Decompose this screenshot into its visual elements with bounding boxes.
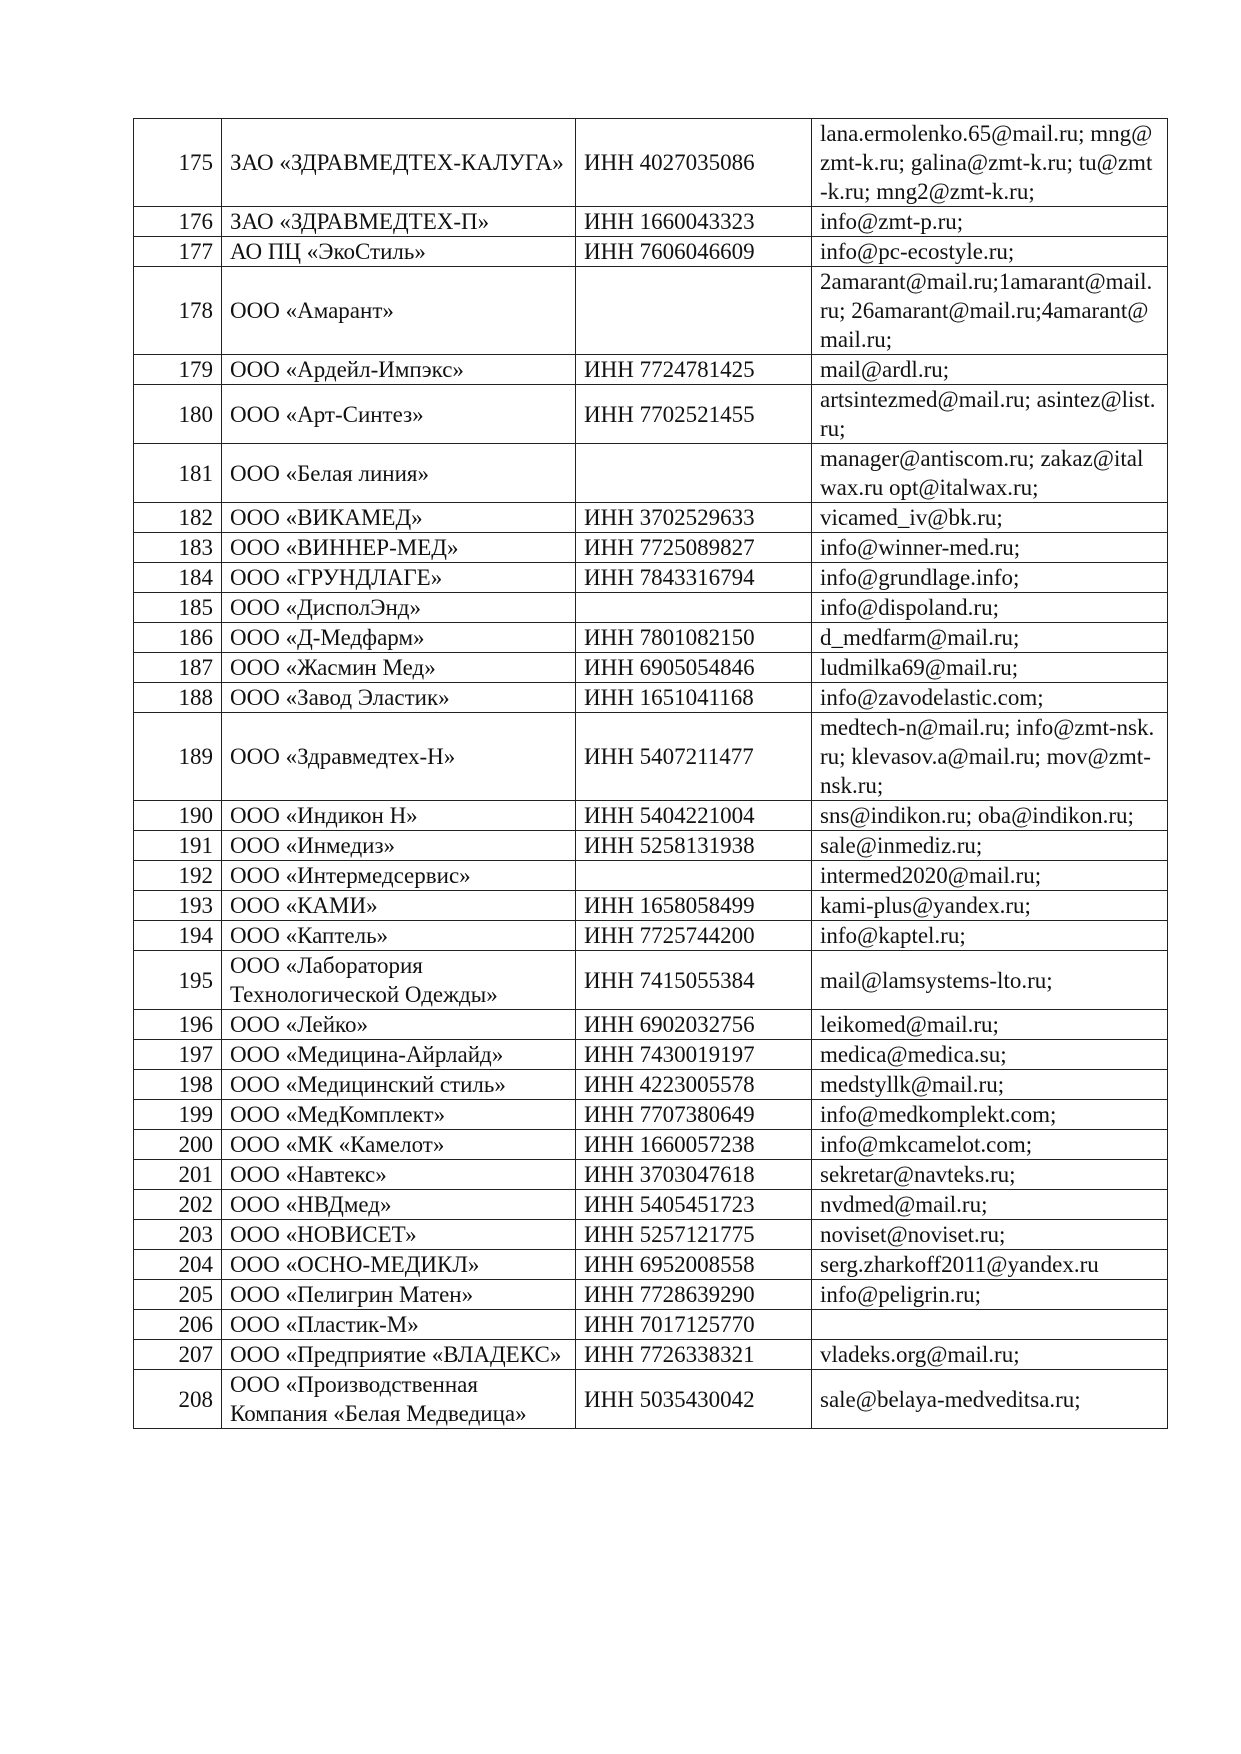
table-row [134,1370,1168,1429]
inn-value [576,444,812,503]
company-name: АО ПЦ «ЭкоСтиль» [222,237,576,267]
row-number: 194 [134,921,222,951]
table-row [134,237,1168,267]
inn-value [576,861,812,891]
row-number: 205 [134,1280,222,1310]
company-name: ООО «Пластик-М» [222,1310,576,1340]
table-row [134,1250,1168,1280]
row-number: 182 [134,503,222,533]
company-name: ООО «ВИННЕР-МЕД» [222,533,576,563]
email-list: vicamed_iv@bk.ru; [812,503,1168,533]
email-list: info@kaptel.ru; [812,921,1168,951]
row-number: 177 [134,237,222,267]
email-list: medica@medica.su; [812,1040,1168,1070]
table-row [134,503,1168,533]
email-list: info@dispoland.ru; [812,593,1168,623]
email-list: info@peligrin.ru; [812,1280,1168,1310]
inn-value: ИНН 7430019197 [576,1040,812,1070]
company-name: ООО «Предприятие «ВЛАДЕКС» [222,1340,576,1370]
company-name: ООО «КАМИ» [222,891,576,921]
row-number: 175 [134,119,222,207]
email-list: sekretar@navteks.ru; [812,1160,1168,1190]
table-row [134,653,1168,683]
inn-value: ИНН 1660043323 [576,207,812,237]
row-number: 201 [134,1160,222,1190]
company-name: ООО «Медицина-Айрлайд» [222,1040,576,1070]
row-number: 200 [134,1130,222,1160]
row-number: 188 [134,683,222,713]
inn-value: ИНН 4223005578 [576,1070,812,1100]
table-row [134,593,1168,623]
company-name: ООО «НВДмед» [222,1190,576,1220]
company-name: ООО «МедКомплект» [222,1100,576,1130]
email-list: vladeks.org@mail.ru; [812,1340,1168,1370]
table-row [134,1160,1168,1190]
email-list: ludmilka69@mail.ru; [812,653,1168,683]
email-list: sns@indikon.ru; oba@indikon.ru; [812,801,1168,831]
table-row [134,267,1168,355]
email-list: noviset@noviset.ru; [812,1220,1168,1250]
inn-value: ИНН 7726338321 [576,1340,812,1370]
table-row [134,1040,1168,1070]
table-row [134,207,1168,237]
inn-value: ИНН 5404221004 [576,801,812,831]
inn-value: ИНН 5257121775 [576,1220,812,1250]
inn-value: ИНН 1658058499 [576,891,812,921]
company-name: ООО «Интермедсервис» [222,861,576,891]
inn-value: ИНН 6905054846 [576,653,812,683]
row-number: 202 [134,1190,222,1220]
row-number: 178 [134,267,222,355]
inn-value: ИНН 7725089827 [576,533,812,563]
row-number: 199 [134,1100,222,1130]
supplier-table-body [134,119,1168,1429]
row-number: 185 [134,593,222,623]
table-row [134,921,1168,951]
company-name: ООО «Производственная Компания «Белая Медведица» [222,1370,576,1429]
table-row [134,683,1168,713]
email-list: serg.zharkoff2011@yandex.ru [812,1250,1168,1280]
company-name: ООО «Каптель» [222,921,576,951]
inn-value: ИНН 4027035086 [576,119,812,207]
row-number: 186 [134,623,222,653]
inn-value: ИНН 6902032756 [576,1010,812,1040]
table-row [134,1130,1168,1160]
company-name: ООО «Индикон Н» [222,801,576,831]
email-list: mail@lamsystems-lto.ru; [812,951,1168,1010]
inn-value: ИНН 5258131938 [576,831,812,861]
company-name: ООО «ГРУНДЛАГЕ» [222,563,576,593]
company-name: ООО «Здравмедтех-Н» [222,713,576,801]
row-number: 208 [134,1370,222,1429]
inn-value: ИНН 5035430042 [576,1370,812,1429]
email-list: lana.ermolenko.65@mail.ru; mng@zmt-k.ru; galina@zmt-k.ru; tu@zmt-k.ru; mng2@zmt-k.ru; [812,119,1168,207]
table-row [134,1100,1168,1130]
row-number: 198 [134,1070,222,1100]
table-row [134,1070,1168,1100]
row-number: 203 [134,1220,222,1250]
table-row [134,831,1168,861]
inn-value: ИНН 7017125770 [576,1310,812,1340]
email-list: manager@antiscom.ru; zakaz@italwax.ru opt@italwax.ru; [812,444,1168,503]
table-row [134,1310,1168,1340]
row-number: 207 [134,1340,222,1370]
inn-value [576,593,812,623]
email-list: info@zavodelastic.com; [812,683,1168,713]
table-row [134,623,1168,653]
email-list: nvdmed@mail.ru; [812,1190,1168,1220]
company-name: ООО «Медицинский стиль» [222,1070,576,1100]
inn-value: ИНН 1651041168 [576,683,812,713]
table-row [134,533,1168,563]
inn-value: ИНН 6952008558 [576,1250,812,1280]
company-name: ООО «Пелигрин Матен» [222,1280,576,1310]
company-name: ООО «НОВИСЕТ» [222,1220,576,1250]
inn-value: ИНН 7728639290 [576,1280,812,1310]
email-list: mail@ardl.ru; [812,355,1168,385]
row-number: 176 [134,207,222,237]
email-list: info@pc-ecostyle.ru; [812,237,1168,267]
company-name: ООО «Инмедиз» [222,831,576,861]
row-number: 187 [134,653,222,683]
row-number: 179 [134,355,222,385]
email-list: info@winner-med.ru; [812,533,1168,563]
company-name: ООО «Завод Эластик» [222,683,576,713]
row-number: 195 [134,951,222,1010]
email-list: leikomed@mail.ru; [812,1010,1168,1040]
inn-value: ИНН 5407211477 [576,713,812,801]
row-number: 193 [134,891,222,921]
row-number: 183 [134,533,222,563]
inn-value: ИНН 7702521455 [576,385,812,444]
inn-value: ИНН 5405451723 [576,1190,812,1220]
email-list: artsintezmed@mail.ru; asintez@list.ru; [812,385,1168,444]
email-list: info@grundlage.info; [812,563,1168,593]
email-list: info@medkomplekt.com; [812,1100,1168,1130]
table-row [134,355,1168,385]
company-name: ООО «Ардейл-Импэкс» [222,355,576,385]
company-name: ООО «ДисполЭнд» [222,593,576,623]
email-list: sale@belaya-medveditsa.ru; [812,1370,1168,1429]
row-number: 204 [134,1250,222,1280]
row-number: 190 [134,801,222,831]
inn-value: ИНН 7801082150 [576,623,812,653]
email-list [812,1310,1168,1340]
inn-value: ИНН 7843316794 [576,563,812,593]
row-number: 189 [134,713,222,801]
inn-value: ИНН 7725744200 [576,921,812,951]
inn-value: ИНН 3703047618 [576,1160,812,1190]
table-row [134,861,1168,891]
company-name: ООО «Лаборатория Технологической Одежды» [222,951,576,1010]
inn-value: ИНН 7724781425 [576,355,812,385]
company-name: ООО «Арт-Синтез» [222,385,576,444]
inn-value [576,267,812,355]
table-row [134,801,1168,831]
table-row [134,385,1168,444]
company-name: ООО «Амарант» [222,267,576,355]
row-number: 196 [134,1010,222,1040]
inn-value: ИНН 1660057238 [576,1130,812,1160]
row-number: 184 [134,563,222,593]
table-row [134,951,1168,1010]
company-name: ООО «ВИКАМЕД» [222,503,576,533]
email-list: medtech-n@mail.ru; info@zmt-nsk.ru; klevasov.a@mail.ru; mov@zmt-nsk.ru; [812,713,1168,801]
table-row [134,713,1168,801]
inn-value: ИНН 7606046609 [576,237,812,267]
email-list: d_medfarm@mail.ru; [812,623,1168,653]
email-list: medstyllk@mail.ru; [812,1070,1168,1100]
inn-value: ИНН 7415055384 [576,951,812,1010]
row-number: 181 [134,444,222,503]
company-name: ЗАО «ЗДРАВМЕДТЕХ-П» [222,207,576,237]
email-list: kami-plus@yandex.ru; [812,891,1168,921]
table-row [134,119,1168,207]
row-number: 192 [134,861,222,891]
company-name: ООО «ОСНО-МЕДИКЛ» [222,1250,576,1280]
table-row [134,563,1168,593]
table-row [134,444,1168,503]
row-number: 180 [134,385,222,444]
email-list: sale@inmediz.ru; [812,831,1168,861]
company-name: ООО «Лейко» [222,1010,576,1040]
email-list: intermed2020@mail.ru; [812,861,1168,891]
email-list: info@mkcamelot.com; [812,1130,1168,1160]
row-number: 191 [134,831,222,861]
company-name: ООО «Д-Медфарм» [222,623,576,653]
inn-value: ИНН 3702529633 [576,503,812,533]
table-row [134,1340,1168,1370]
company-name: ООО «МК «Камелот» [222,1130,576,1160]
inn-value: ИНН 7707380649 [576,1100,812,1130]
table-row [134,1190,1168,1220]
table-row [134,1220,1168,1250]
company-name: ЗАО «ЗДРАВМЕДТЕХ-КАЛУГА» [222,119,576,207]
row-number: 206 [134,1310,222,1340]
table-row [134,891,1168,921]
company-name: ООО «Навтекс» [222,1160,576,1190]
table-row [134,1010,1168,1040]
company-name: ООО «Жасмин Мед» [222,653,576,683]
supplier-table [133,118,1168,1429]
company-name: ООО «Белая линия» [222,444,576,503]
email-list: info@zmt-p.ru; [812,207,1168,237]
table-row [134,1280,1168,1310]
email-list: 2amarant@mail.ru;1amarant@mail.ru; 26amarant@mail.ru;4amarant@mail.ru; [812,267,1168,355]
row-number: 197 [134,1040,222,1070]
